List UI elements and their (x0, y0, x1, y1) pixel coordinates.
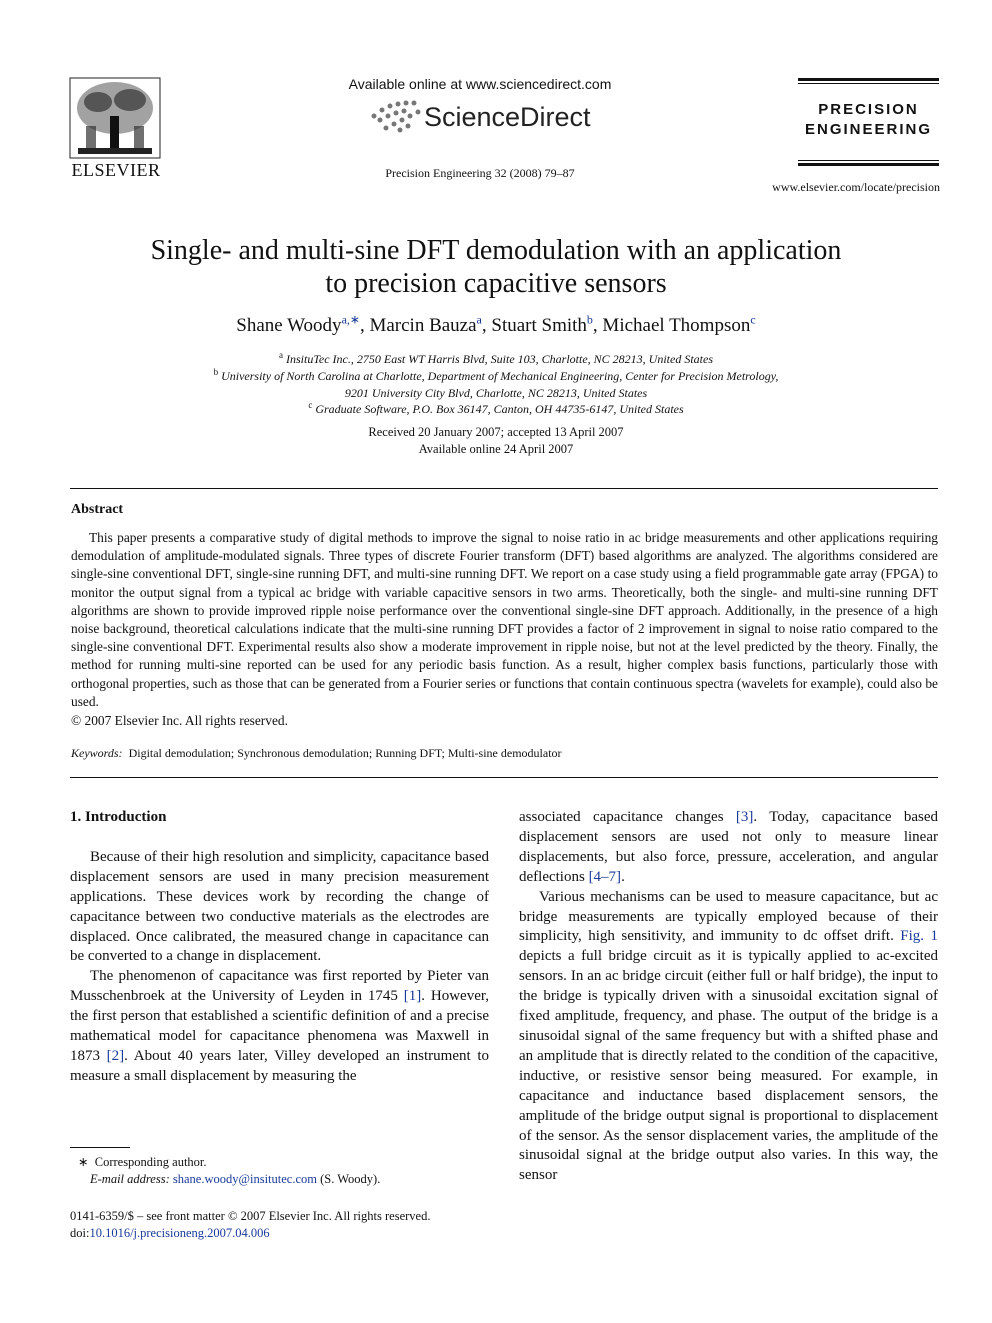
footnote-star: ∗ (78, 1155, 89, 1169)
affiliation-text: 9201 University City Blvd, Charlotte, NC 28213, United States (344, 386, 648, 400)
affiliation-marker: a (279, 350, 283, 360)
paragraph (70, 967, 489, 1086)
keywords-list: Digital demodulation; Synchronous demodulation; Running DFT; Multi-sine demodulator (128, 746, 562, 760)
paragraph-text: . Today, capacitance based displacement sensors are used not only to measure linear displacements, but also force, pressure, acceleration, and angular deflections (519, 809, 939, 885)
keywords-label: Keywords: (71, 746, 123, 760)
journal-title-box (798, 78, 939, 166)
journal-title-line1: PRECISION (818, 101, 919, 118)
author-name: Michael Thompson (602, 315, 751, 336)
email-label: E-mail address: (90, 1172, 170, 1186)
affiliation-text: University of North Carolina at Charlotte, Department of Mechanical Engineering, Center for Precision Metrology, (221, 369, 779, 383)
footnote (78, 1154, 380, 1188)
issn-line: 0141-6359/$ – see front matter © 2007 Elsevier Inc. All rights reserved. (70, 1209, 431, 1223)
paragraph-text: . (621, 868, 625, 885)
author-list: Shane Woody$^{a,∗}$, Marcin Bauza$^a$, Stuart Smith$^b$, Michael Thompson$^c$ (236, 312, 756, 336)
footnote-rule (70, 1147, 130, 1148)
paragraph (519, 808, 938, 888)
title-line2: to precision capacitive sensors (325, 268, 667, 299)
front-matter-info (70, 1208, 430, 1242)
paragraph (519, 888, 938, 1187)
author-name: Shane Woody (236, 315, 342, 336)
author-name: Marcin Bauza (369, 315, 477, 336)
affiliation-text: InsituTec Inc., 2750 East WT Harris Blvd, Suite 103, Charlotte, NC 28213, United States (286, 352, 713, 366)
journal-reference: Precision Engineering 32 (2008) 79–87 (385, 166, 575, 180)
divider (70, 488, 938, 489)
journal-title (798, 84, 939, 158)
received-date: Received 20 January 2007; accepted 13 April 2007 (368, 425, 624, 439)
paragraph-text: . However, the first person that established a scientific definition of and a precise mathematical model for capacitance phenomena was Maxwell in 1873 (70, 988, 489, 1064)
journal-url[interactable]: www.elsevier.com/locate/precision (772, 180, 940, 194)
affiliation-marker: c (308, 400, 313, 410)
citation-link[interactable]: [3] (735, 809, 754, 825)
doi-label: doi: (70, 1226, 90, 1240)
author-affiliation-marker[interactable]: c (750, 312, 756, 327)
citation-link[interactable]: [2] (106, 1047, 125, 1064)
abstract-heading: Abstract (71, 502, 124, 517)
affiliation (96, 351, 896, 368)
paragraph-text: The phenomenon of capacitance was first reported by Pieter van Musschenbroek at the University of Leyden in 1745 (70, 968, 489, 1005)
left-column (70, 808, 489, 1087)
paragraph: Because of their high resolution and simplicity, capacitance based displacement sensors are used in many precision measurement applications. These devices work by recording the change of capacitance between two conductive materials as the electrodes are displaced. Once calibrated, the measured change in capacitance can be converted to a change in displacement. (70, 848, 489, 965)
paragraph-text: Various mechanisms can be used to measure capacitance, but ac bridge measurements are typically employed because of their simplicity, high sensitivity, and immunity to dc offset drift. (519, 888, 938, 945)
affiliation (96, 401, 896, 418)
paragraph-text: depicts a full bridge circuit as it is typically applied to ac-excited sensors. In an ac bridge circuit (either full or half bridge), the input to the bridge is typically driven with a sinusoidal excitation signal of fixed amplitude, frequency, and phase. The output of the bridge is a sinusoidal signal of the same frequency but with a shifted phase and an amplitude that is directly related to the condition of the capacitive, inductive, or resistive sensor being measured. For example, in capacitance and inductance based displacement sensors, the amplitude of the bridge output signal is proportional to displacement of the sensor. As the sensor displacement varies, the amplitude of the sinusoidal signal at the bridge output also varies. In this way, the sensor (519, 948, 938, 1184)
author-affiliation-marker[interactable]: a (476, 312, 482, 327)
abstract-text: This paper presents a comparative study of digital methods to improve the signal to noise ratio in ac bridge measurements and other applications requiring demodulation of amplitude-modulated signals. Three types of discrete Fourier transform (DFT) based algorithms are analyzed. The algorithms considered are single-sine conventional DFT, single-sine running DFT, and multi-sine running DFT. We report on a case study using a field programmable gate array (FPGA) to monitor the output signal from a typical ac bridge with variable capacitive sensors in two arms. Theoretically, both the single- and multi-sine running DFT algorithms are shown to provide improved ripple noise performance over the conventional single-sine DFT approach. Additionally, in the presence of a high noise background, theoretical calculations indicate that the multi-sine running DFT provides a factor of 2 improvement in signal to noise ratio compared to the single-sine conventional DFT. Experimental results also show a moderate improvement in ripple noise, but not at the level predicted by the theory. Finally, the method for running multi-sine reported can be used for any periodic basis function. As a result, higher complex basis functions, particularly those with orthogonal properties, such as those that can be generated from a Fourier series or functions that contain continuous spectra (wavelets for example), could also be used. (71, 530, 938, 709)
abstract-copyright: © 2007 Elsevier Inc. All rights reserved. (71, 713, 288, 728)
divider (70, 777, 938, 778)
article-dates (96, 424, 896, 458)
citation-link[interactable]: [1] (403, 988, 422, 1005)
email-owner: (S. Woody). (320, 1172, 381, 1186)
title-line1: Single- and multi-sine DFT demodulation with an application (150, 235, 842, 266)
section-heading: 1. Introduction (70, 809, 167, 825)
paragraph-text: . About 40 years later, Villey developed an instrument to measure a small displacement by measuring the (70, 1047, 490, 1084)
affiliation-marker: b (213, 367, 219, 377)
bottom-rule (798, 163, 939, 166)
email-link[interactable]: shane.woody@insitutec.com (172, 1172, 317, 1186)
sciencedirect-wordmark: ScienceDirect (424, 102, 591, 132)
affiliation-text: Graduate Software, P.O. Box 36147, Canton, OH 44735-6147, United States (315, 402, 684, 416)
top-rule (798, 78, 939, 81)
affiliation (96, 385, 896, 402)
sciencedirect-logo[interactable] (366, 98, 596, 140)
bottom-rule-thin (798, 160, 939, 161)
author-affiliation-marker[interactable]: a,∗ (341, 312, 360, 327)
citation-link[interactable]: [4–7] (588, 868, 622, 885)
doi-link[interactable]: 10.1016/j.precisioneng.2007.04.006 (89, 1226, 270, 1240)
affiliation (96, 368, 896, 385)
keywords (71, 746, 562, 761)
available-online-text[interactable]: Available online at www.sciencedirect.com (348, 76, 612, 92)
right-column (519, 808, 938, 1186)
paragraph-text: associated capacitance changes (519, 809, 736, 825)
corresponding-author: Corresponding author. (94, 1155, 207, 1169)
author-name: Stuart Smith (491, 315, 587, 336)
author-affiliation-marker[interactable]: b (586, 312, 593, 327)
available-date: Available online 24 April 2007 (418, 442, 574, 456)
elsevier-wordmark: ELSEVIER (71, 160, 161, 180)
article-title (96, 234, 896, 300)
journal-title-line2: ENGINEERING (804, 121, 932, 138)
figure-link[interactable]: Fig. 1 (900, 928, 938, 945)
